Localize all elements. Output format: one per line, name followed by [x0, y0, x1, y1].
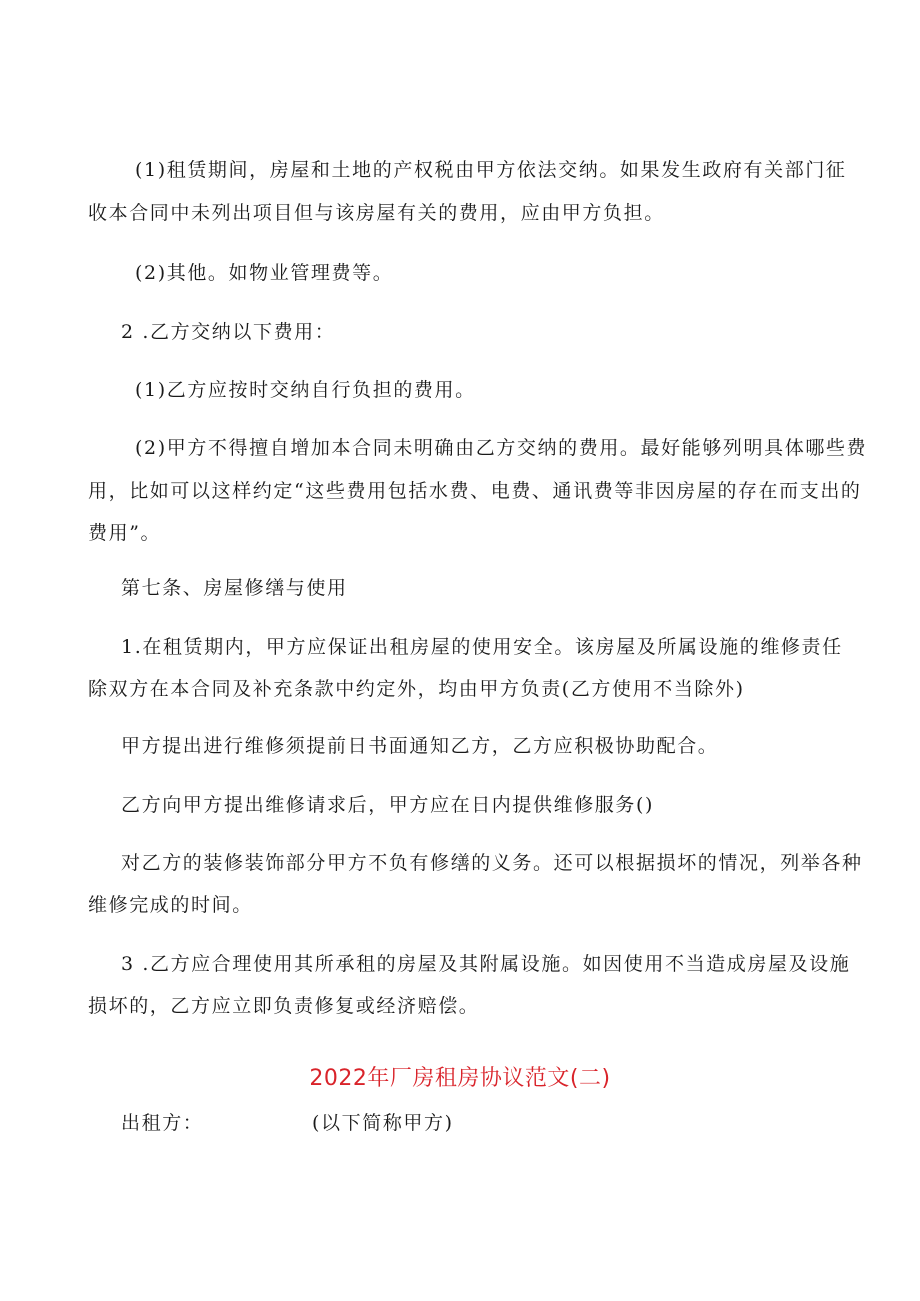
paragraph-line-2: 收本合同中未列出项目但与该房屋有关的费用，应由甲方负担。 — [88, 202, 665, 224]
paragraph-line-8: 费用”。 — [88, 522, 162, 544]
paragraph-line-5: (1)乙方应按时交纳自行负担的费用。 — [135, 379, 476, 401]
paragraph-line-4: 2 .乙方交纳以下费用： — [121, 321, 336, 343]
lessor-label: 出租方： — [121, 1112, 204, 1134]
paragraph-line-15: 维修完成的时间。 — [88, 894, 253, 916]
paragraph-line-17: 损坏的，乙方应立即负责修复或经济赔偿。 — [88, 995, 480, 1017]
paragraph-line-10: 1.在租赁期内，甲方应保证出租房屋的使用安全。该房屋及所属设施的维修责任 — [121, 636, 843, 658]
paragraph-line-13: 乙方向甲方提出维修请求后，甲方应在日内提供维修服务() — [121, 794, 655, 816]
paragraph-line-16: 3 .乙方应合理使用其所承租的房屋及其附属设施。如因使用不当造成房屋及设施 — [121, 953, 851, 975]
section-title: 2022年厂房租房协议范文(二) — [309, 1066, 611, 1091]
paragraph-line-7: 用，比如可以这样约定“这些费用包括水费、电费、通讯费等非因房屋的存在而支出的 — [88, 480, 862, 502]
paragraph-line-1: (1)租赁期间，房屋和土地的产权税由甲方依法交纳。如果发生政府有关部门征 — [135, 159, 847, 181]
paragraph-line-14: 对乙方的装修装饰部分甲方不负有修缮的义务。还可以根据损坏的情况，列举各种 — [121, 852, 863, 874]
paragraph-line-6: (2)甲方不得擅自增加本合同未明确由乙方交纳的费用。最好能够列明具体哪些费 — [135, 437, 868, 459]
paragraph-line-12: 甲方提出进行维修须提前日书面通知乙方，乙方应积极协助配合。 — [121, 735, 719, 757]
section-heading: 第七条、房屋修缮与使用 — [121, 577, 348, 599]
paragraph-line-3: (2)其他。如物业管理费等。 — [135, 262, 394, 284]
paragraph-line-11: 除双方在本合同及补充条款中约定外，均由甲方负责(乙方使用不当除外) — [88, 678, 745, 700]
lessor-note: (以下简称甲方) — [312, 1112, 454, 1134]
